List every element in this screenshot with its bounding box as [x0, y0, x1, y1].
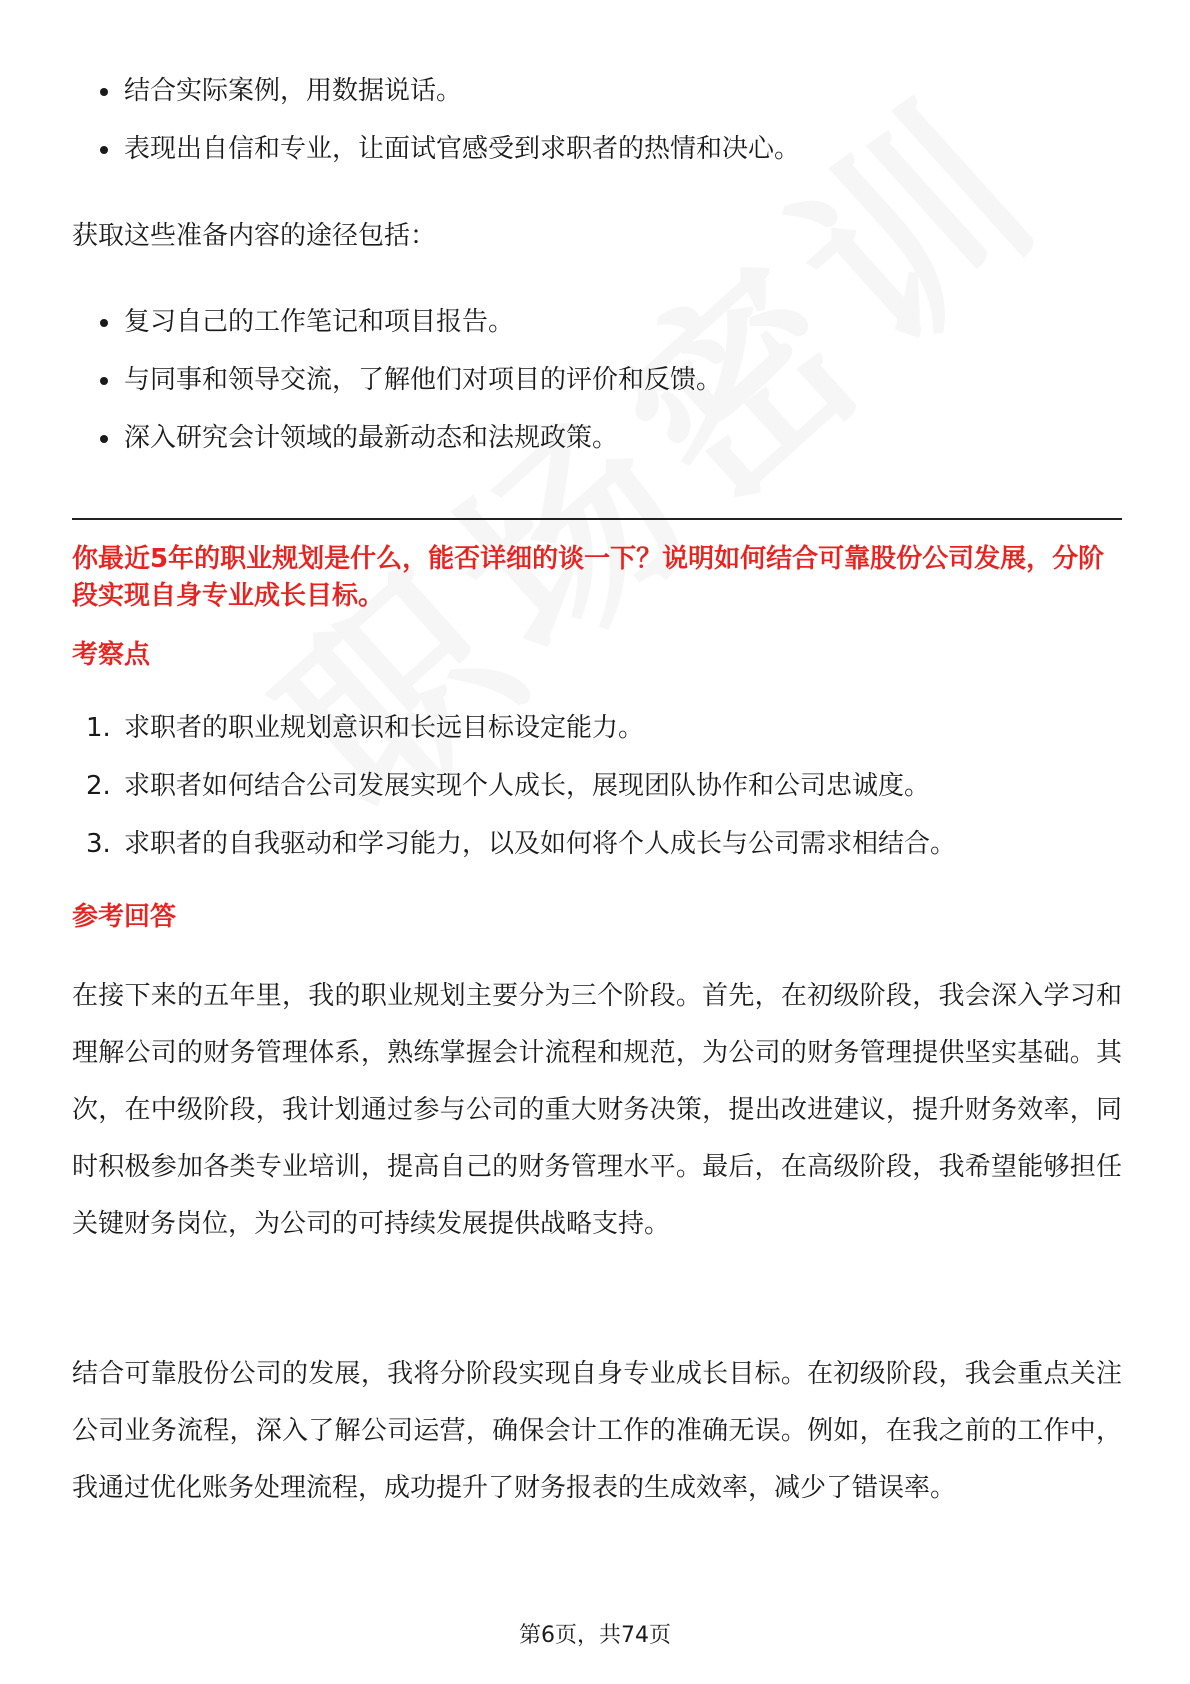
- list-item: [72, 825, 1122, 883]
- list-item: 与同事和领导交流，了解他们对项目的评价和反馈。: [72, 361, 1122, 419]
- list-item: [72, 767, 1122, 825]
- intro-paragraph: 获取这些准备内容的途径包括：: [72, 221, 437, 251]
- answer-paragraph: 结合可靠股份公司的发展，我将分阶段实现自身专业成长目标。在初级阶段，我会重点关注公司业务流程，深入了解公司运营，确保会计工作的准确无误。例如，在我之前的工作中，我通过优化账务处理流程，成功提升了财务报表的生成效率，减少了错误率。: [72, 1359, 1122, 1503]
- list-item-text: 求职者的职业规划意识和长远目标设定能力。: [124, 713, 645, 743]
- list-item: 结合实际案例，用数据说话。: [72, 72, 1122, 130]
- points-list: [72, 709, 1122, 883]
- sources-bullet-list: [72, 303, 1122, 477]
- list-item-text: 求职者的自我驱动和学习能力，以及如何将个人成长与公司需求相结合。: [124, 829, 957, 859]
- list-item: 表现出自信和专业，让面试官感受到求职者的热情和决心。: [72, 130, 1122, 188]
- document-page: [72, 0, 1122, 1684]
- points-heading: 考察点: [72, 640, 151, 670]
- list-item: 复习自己的工作笔记和项目报告。: [72, 303, 1122, 361]
- question-heading: 你最近5年的职业规划是什么，能否详细的谈一下？说明如何结合可靠股份公司发展，分阶段实现自身专业成长目标。: [72, 544, 1105, 611]
- list-item-text: 求职者如何结合公司发展实现个人成长，展现团队协作和公司忠诚度。: [124, 771, 931, 801]
- list-item: 深入研究会计领域的最新动态和法规政策。: [72, 419, 1122, 477]
- list-item: [72, 709, 1122, 767]
- list-number: 2.: [86, 771, 111, 801]
- list-number: 1.: [86, 713, 111, 743]
- answer-heading: 参考回答: [72, 902, 177, 932]
- list-number: 3.: [86, 829, 111, 859]
- page-footer: 第6页，共74页: [519, 1623, 671, 1648]
- answer-paragraph: 在接下来的五年里，我的职业规划主要分为三个阶段。首先，在初级阶段，我会深入学习和理解公司的财务管理体系，熟练掌握会计流程和规范，为公司的财务管理提供坚实基础。其次，在中级阶段，我计划通过参与公司的重大财务决策，提出改进建议，提升财务效率，同时积极参加各类专业培训，提高自己的财务管理水平。最后，在高级阶段，我希望能够担任关键财务岗位，为公司的可持续发展提供战略支持。: [72, 981, 1122, 1239]
- top-bullet-list: [72, 72, 1122, 188]
- section-divider: [72, 518, 1122, 520]
